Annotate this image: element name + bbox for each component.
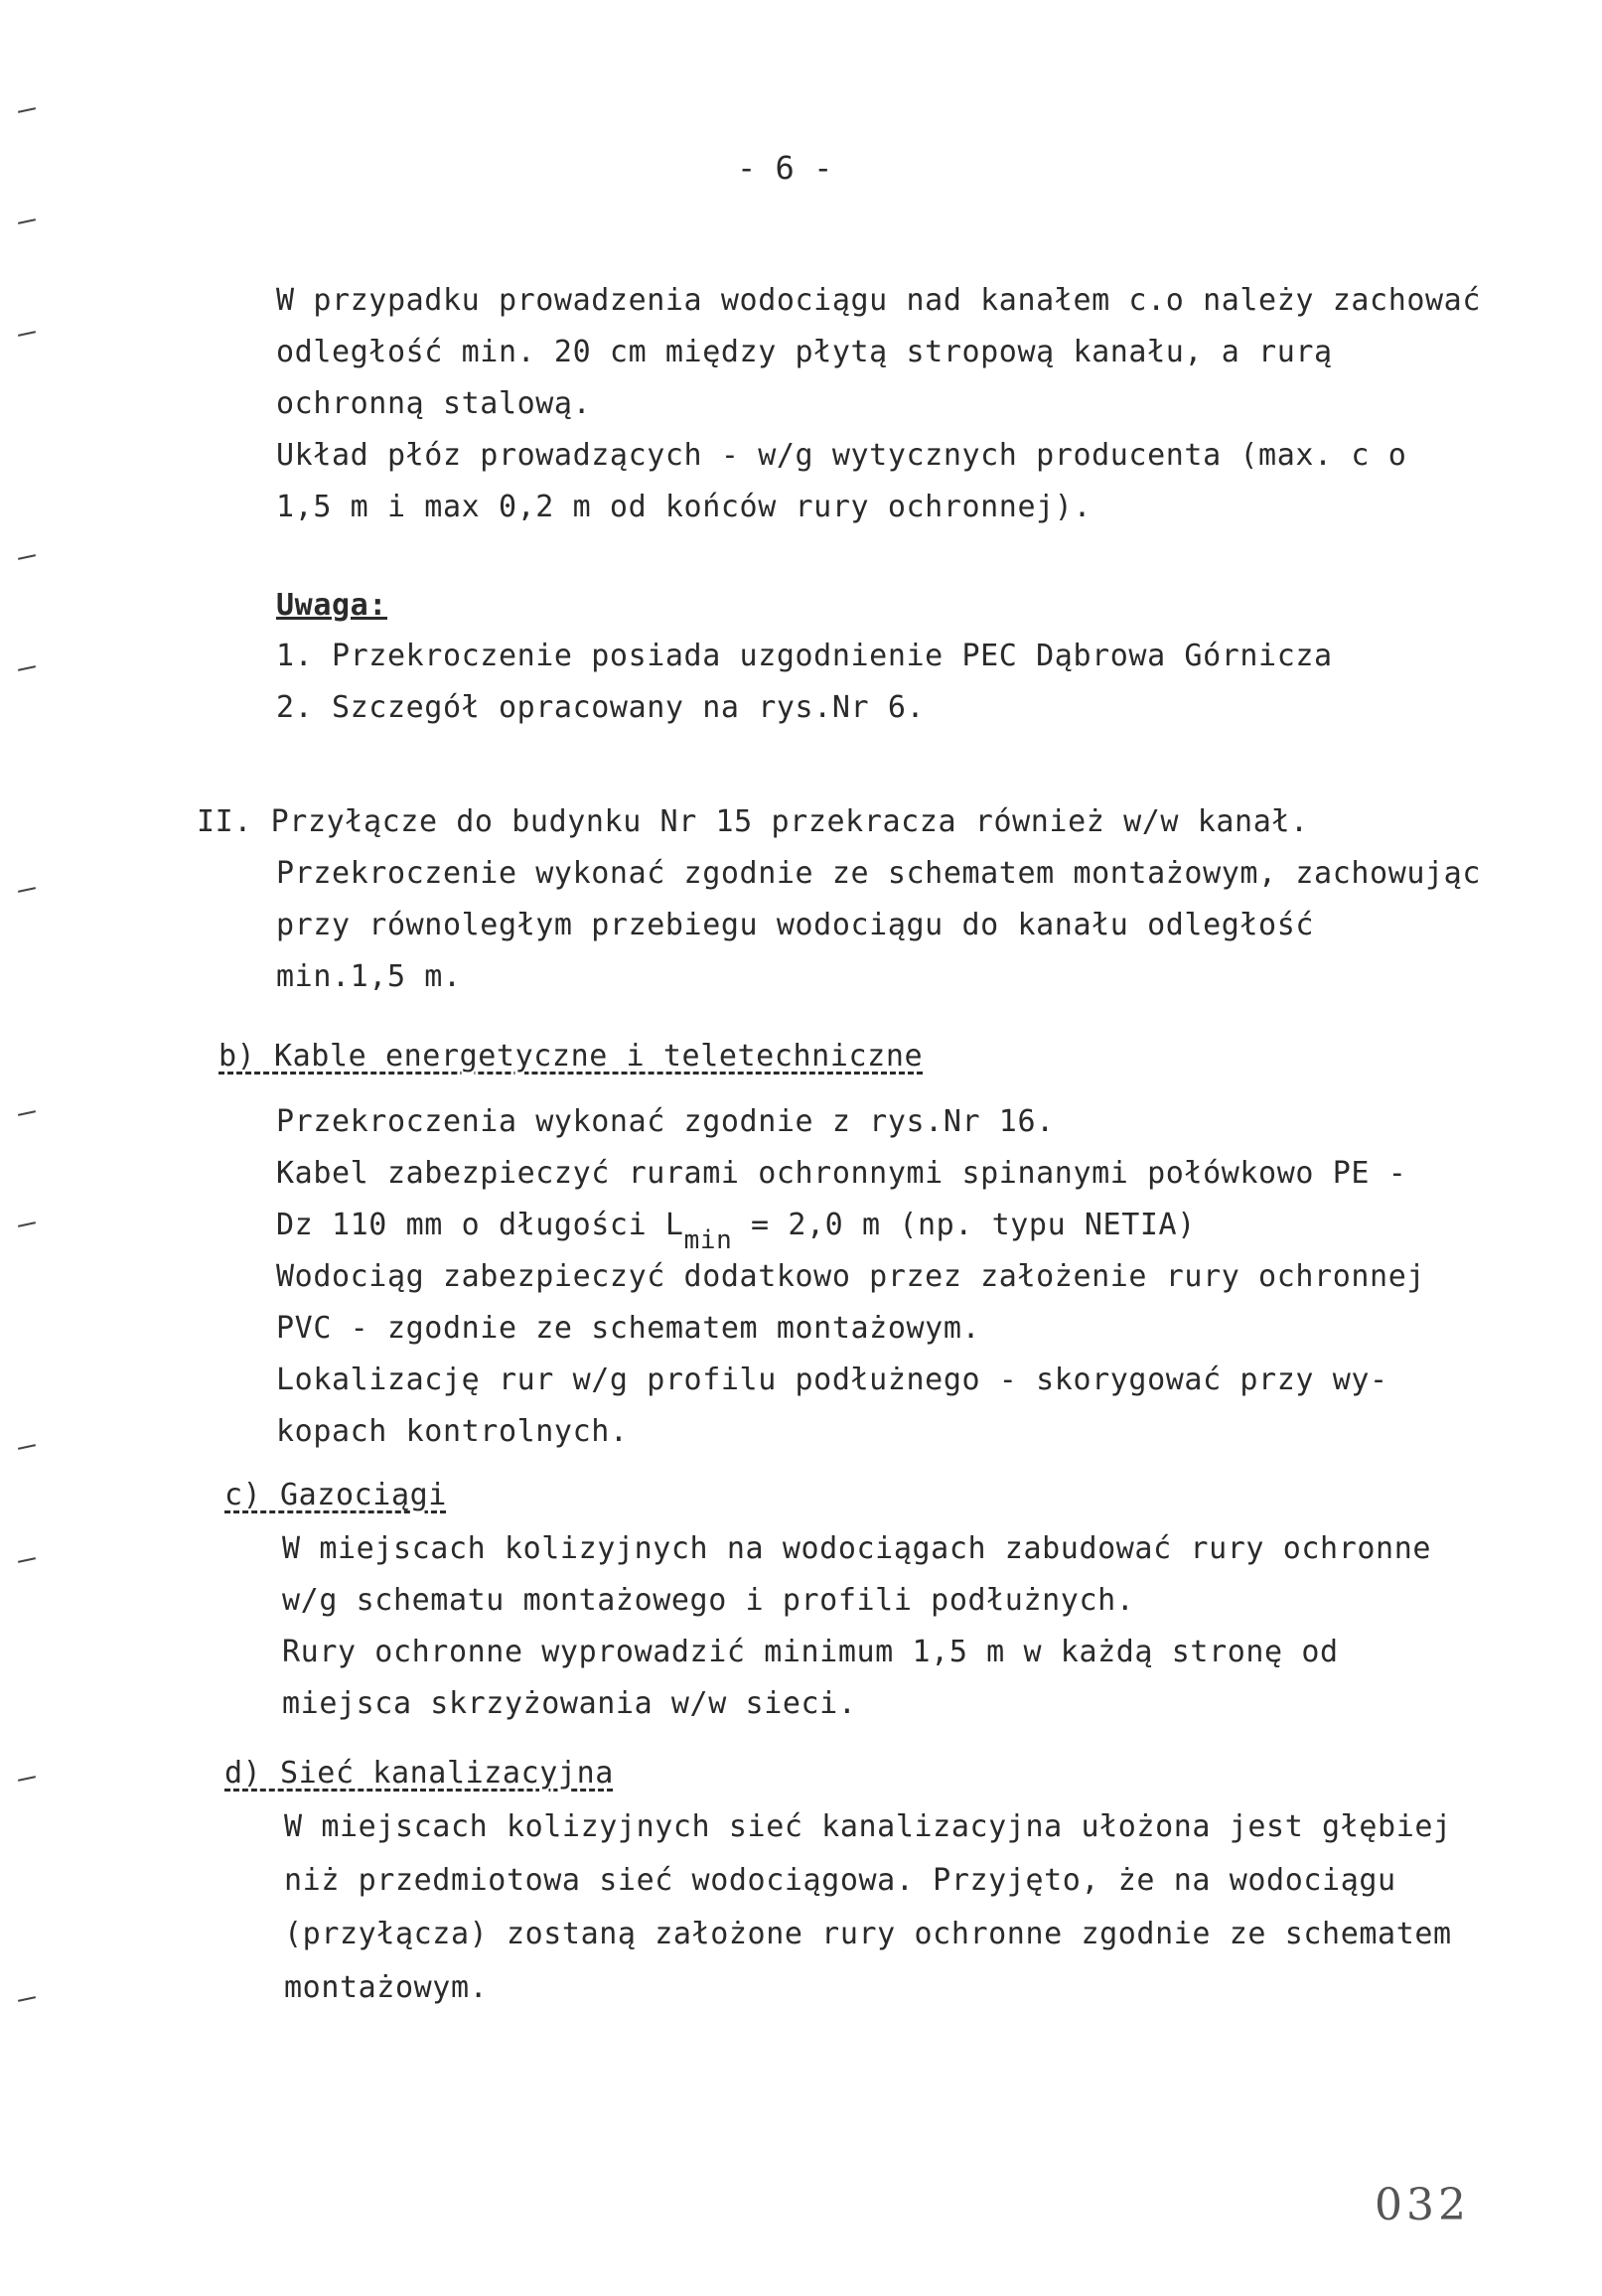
margin-mark <box>18 107 36 113</box>
text-line: niż przedmiotowa sieć wodociągowa. Przyjęto, że na wodociągu <box>284 1863 1396 1898</box>
margin-mark <box>18 554 36 560</box>
text-line: ochronną stalową. <box>276 386 592 421</box>
margin-mark <box>18 1776 36 1782</box>
section-d-heading: d) Sieć kanalizacyjna <box>224 1756 614 1791</box>
margin-mark <box>18 1996 36 2002</box>
margin-mark <box>18 1444 36 1450</box>
text-line: PVC - zgodnie ze schematem montażowym. <box>276 1311 981 1346</box>
text-line: Lokalizację rur w/g profilu podłużnego - skorygować przy wy- <box>276 1363 1388 1397</box>
text-line: miejsca skrzyżowania w/w sieci. <box>282 1686 857 1721</box>
text-line: kopach kontrolnych. <box>276 1414 629 1449</box>
text-line: odległość min. 20 cm między płytą stropową kanału, a rurą <box>276 335 1333 369</box>
text-line: w/g schematu montażowego i profili podłużnych. <box>282 1583 1135 1618</box>
subscript-min: min <box>683 1225 733 1255</box>
text-line: Przekroczenie wykonać zgodnie ze schematem montażowym, zachowując <box>276 856 1481 891</box>
margin-mark <box>18 665 36 671</box>
margin-mark <box>18 331 36 337</box>
text-line: min.1,5 m. <box>276 959 462 994</box>
text-line: 1. Przekroczenie posiada uzgodnienie PEC Dąbrowa Górnicza <box>276 639 1333 673</box>
stamp-number: 032 <box>1375 2180 1470 2230</box>
margin-mark <box>18 1221 36 1227</box>
page-number: - 6 - <box>737 149 833 187</box>
text-line: II. Przyłącze do budynku Nr 15 przekracza również w/w kanał. <box>197 804 1309 839</box>
text-line: W przypadku prowadzenia wodociągu nad kanałem c.o należy zachować <box>276 283 1481 318</box>
text-line: Przekroczenia wykonać zgodnie z rys.Nr 16. <box>276 1104 1055 1139</box>
text-line: montażowym. <box>284 1970 489 2005</box>
margin-mark <box>18 1110 36 1116</box>
section-b-heading: b) Kable energetyczne i teletechniczne <box>218 1039 924 1074</box>
margin-mark <box>18 887 36 893</box>
text-line: (przyłącza) zostaną założone rury ochronne zgodnie ze schematem <box>284 1917 1452 1951</box>
text-line: W miejscach kolizyjnych na wodociągach zabudować rury ochronne <box>282 1531 1432 1566</box>
text-line: Kabel zabezpieczyć rurami ochronnymi spinanymi połówkowo PE - <box>276 1156 1407 1191</box>
text-line-with-subscript <box>276 1208 1196 1255</box>
text-segment: Dz 110 mm o długości L <box>276 1208 684 1242</box>
margin-mark <box>18 1557 36 1563</box>
text-line: 1,5 m i max 0,2 m od końców rury ochronnej). <box>276 490 1092 524</box>
text-line: Układ płóz prowadzących - w/g wytycznych producenta (max. c o <box>276 438 1407 473</box>
text-line: 2. Szczegół opracowany na rys.Nr 6. <box>276 690 926 725</box>
text-line: W miejscach kolizyjnych sieć kanalizacyjna ułożona jest głębiej <box>284 1809 1452 1844</box>
text-line: Wodociąg zabezpieczyć dodatkowo przez założenie rury ochronnej <box>276 1259 1426 1294</box>
text-line: Rury ochronne wyprowadzić minimum 1,5 m w każdą stronę od <box>282 1635 1339 1669</box>
text-segment: = 2,0 m (np. typu NETIA) <box>732 1208 1196 1242</box>
margin-mark <box>18 218 36 224</box>
section-c-heading: c) Gazociągi <box>224 1478 447 1512</box>
text-line: przy równoległym przebiegu wodociągu do kanału odległość <box>276 908 1315 942</box>
uwaga-heading: Uwaga: <box>276 588 387 623</box>
